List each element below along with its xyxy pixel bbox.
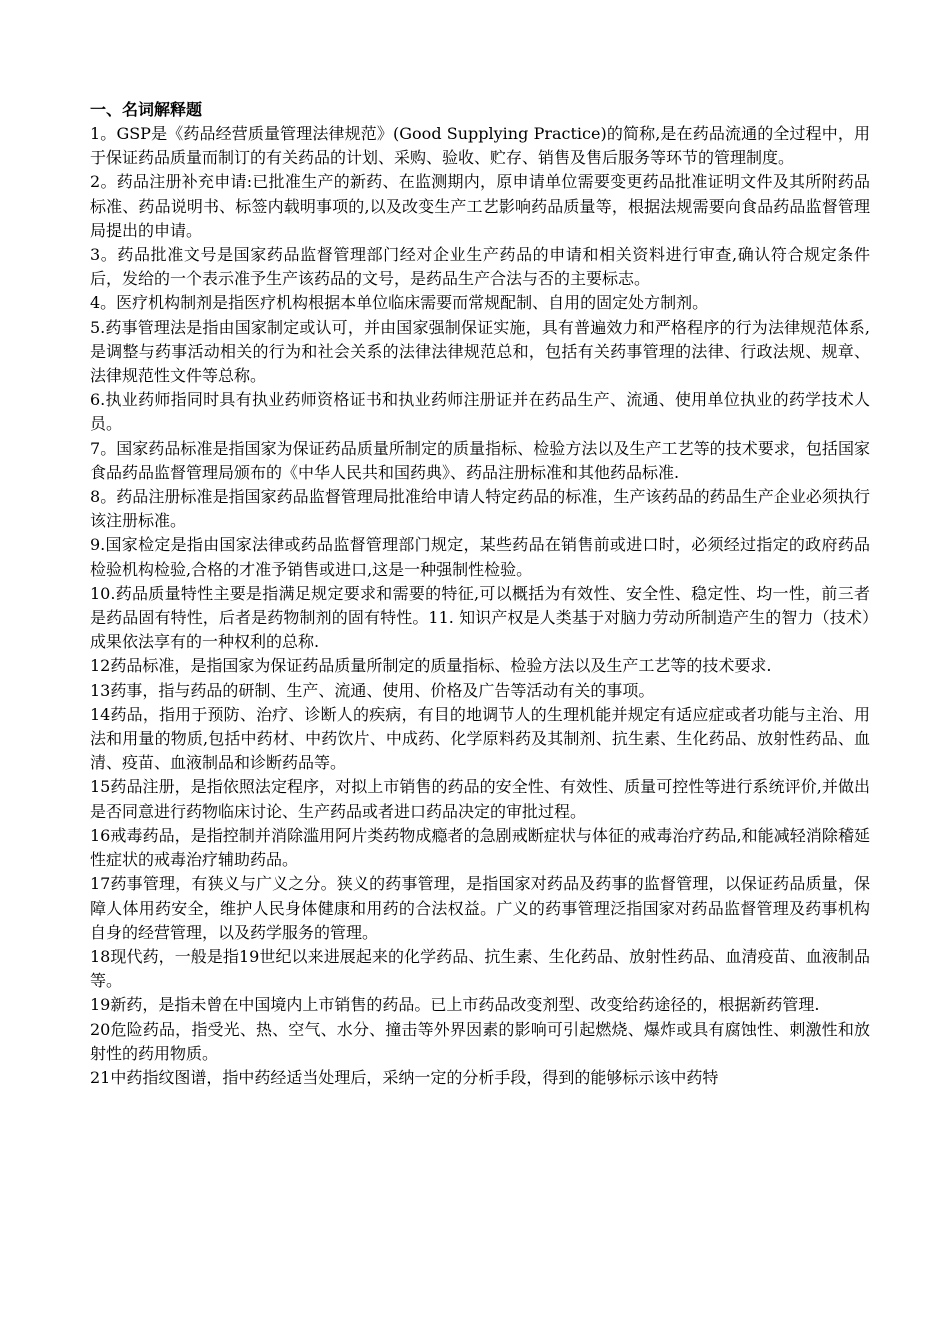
definition-paragraph: 12药品标准，是指国家为保证药品质量所制定的质量指标、检验方法以及生产工艺等的技术要求. bbox=[90, 656, 772, 676]
definition-paragraph: 3。药品批准文号是国家药品监督管理部门经对企业生产药品的申请和相关资料进行审查,确认符合规定条件后，发给的一个表示准予生产该药品的文号，是药品生产合法与否的主要标志。 bbox=[90, 245, 870, 289]
definition-paragraph: 20危险药品，指受光、热、空气、水分、撞击等外界因素的影响可引起燃烧、爆炸或具有腐蚀性、刺激性和放射性的药用物质。 bbox=[90, 1019, 870, 1063]
definition-paragraph: 2。药品注册补充申请:已批准生产的新药、在监测期内，原申请单位需要变更药品批准证明文件及其所附药品标准、药品说明书、标签内载明事项的,以及改变生产工艺影响药品质量等，根据法规需要向食品药品监督管理局提出的申请。 bbox=[90, 172, 870, 240]
definition-paragraph: 5.药事管理法是指由国家制定或认可，并由国家强制保证实施，具有普遍效力和严格程序的行为法律规范体系,是调整与药事活动相关的行为和社会关系的法律法律规范总和，包括有关药事管理的法律、行政法规、规章、法律规范性文件等总称。 bbox=[90, 317, 870, 386]
definition-paragraph: 14药品，指用于预防、治疗、诊断人的疾病，有目的地调节人的生理机能并规定有适应症或者功能与主治、用法和用量的物质,包括中药材、中药饮片、中成药、化学原料药及其制剂、抗生素、生化药品、放射性药品、血清、疫苗、血液制品和诊断药品等。 bbox=[90, 704, 870, 773]
definition-paragraph: 17药事管理，有狭义与广义之分。狭义的药事管理，是指国家对药品及药事的监督管理，以保证药品质量，保障人体用药安全，维护人民身体健康和用药的合法权益。广义的药事管理泛指国家对药品监督管理及药事机构自身的经营管理，以及药学服务的管理。 bbox=[90, 874, 870, 942]
definition-paragraph: 1。GSP是《药品经营质量管理法律规范》(Good Supplying Practice)的简称,是在药品流通的全过程中，用于保证药品质量而制订的有关药品的计划、采购、验收、贮存、销售及售后服务等环节的管理制度。 bbox=[90, 124, 870, 168]
definition-paragraph: 7。国家药品标准是指国家为保证药品质量所制定的质量指标、检验方法以及生产工艺等的技术要求，包括国家食品药品监督管理局颁布的《中华人民共和国药典》、药品注册标准和其他药品标准. bbox=[90, 438, 870, 482]
definition-paragraph: 16戒毒药品，是指控制并消除滥用阿片类药物成瘾者的急剧戒断症状与体征的戒毒治疗药品,和能减轻消除稽延性症状的戒毒治疗辅助药品。 bbox=[90, 825, 870, 870]
definition-paragraph: 19新药，是指未曾在中国境内上市销售的药品。已上市药品改变剂型、改变给药途径的，根据新药管理. bbox=[90, 995, 820, 1015]
definition-paragraph: 6.执业药师指同时具有执业药师资格证书和执业药师注册证并在药品生产、流通、使用单位执业的药学技术人员。 bbox=[90, 390, 870, 434]
section-heading: 一、名词解释题 bbox=[90, 100, 203, 119]
definition-paragraph: 13药事，指与药品的研制、生产、流通、使用、价格及广告等活动有关的事项。 bbox=[90, 680, 655, 700]
definition-paragraph: 9.国家检定是指由国家法律或药品监督管理部门规定，某些药品在销售前或进口时，必须经过指定的政府药品检验机构检验,合格的才准予销售或进口,这是一种强制性检验。 bbox=[90, 535, 870, 579]
definition-paragraph: 21中药指纹图谱，指中药经适当处理后，采纳一定的分析手段，得到的能够标示该中药特 bbox=[90, 1067, 719, 1087]
definition-paragraph: 8。药品注册标准是指国家药品监督管理局批准给申请人特定药品的标准，生产该药品的药品生产企业必须执行该注册标准。 bbox=[90, 487, 870, 531]
definition-paragraph: 18现代药，一般是指19世纪以来进展起来的化学药品、抗生素、生化药品、放射性药品、血清疫苗、血液制品等。 bbox=[90, 946, 870, 991]
definition-paragraph: 10.药品质量特性主要是指满足规定要求和需要的特征,可以概括为有效性、安全性、稳定性、均一性，前三者是药品固有特性，后者是药物制剂的固有特性。11. 知识产权是人类基于对脑力劳动所制造产生的智力（技术）成果依法享有的一种权利的总称. bbox=[90, 583, 870, 652]
definition-paragraph: 15药品注册，是指依照法定程序，对拟上市销售的药品的安全性、有效性、质量可控性等进行系统评价,并做出是否同意进行药物临床讨论、生产药品或者进口药品决定的审批过程。 bbox=[90, 777, 870, 821]
definition-paragraph: 4。医疗机构制剂是指医疗机构根据本单位临床需要而常规配制、自用的固定处方制剂。 bbox=[90, 293, 709, 313]
document-page bbox=[90, 98, 870, 1090]
